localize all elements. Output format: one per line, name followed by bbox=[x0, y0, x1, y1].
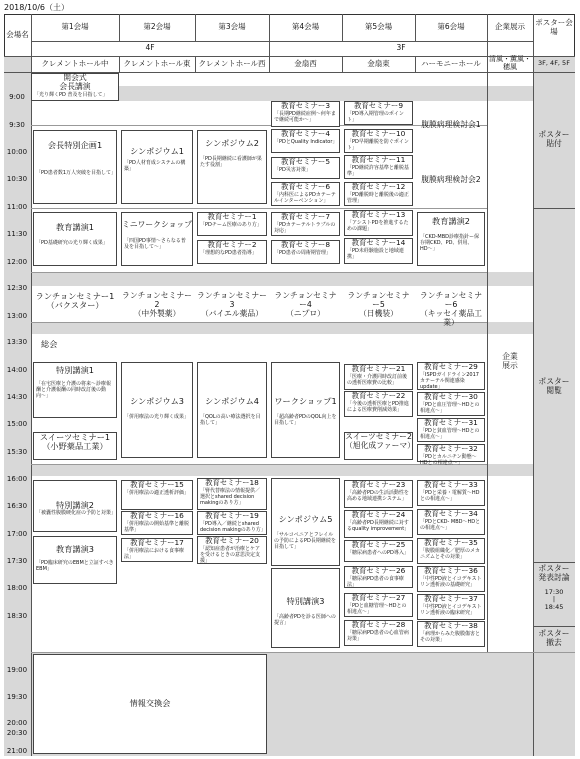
session-r1-sweets1[interactable] bbox=[33, 432, 117, 460]
session-r3-lunch3[interactable] bbox=[197, 292, 267, 318]
session-subtitle: 「腹膜組織化／肥厚のメカニズムとその対策」 bbox=[420, 547, 481, 560]
session-subtitle: 「PD離脱時と離脱後の適正管理」 bbox=[347, 191, 409, 204]
session-subtitle: 「PDと貧血管理〜HDとの相違点〜」 bbox=[420, 427, 480, 440]
session-r2-sym3[interactable] bbox=[121, 362, 193, 458]
hour-line-1900 bbox=[31, 652, 575, 653]
session-title: 教育セミナー3 bbox=[280, 101, 331, 110]
session-r4-edu4[interactable] bbox=[271, 129, 340, 153]
session-title: 教育セミナー38 bbox=[424, 621, 478, 630]
session-subtitle: 「長期PD継続症例〜何年まで継続可能か〜」 bbox=[274, 110, 336, 123]
time-label-1600: 16:00 bbox=[6, 475, 28, 483]
time-label-1200: 12:00 bbox=[6, 258, 28, 266]
session-title: 教育セミナー7 bbox=[280, 212, 331, 221]
session-subtitle: 「超高齢者PDのQOL向上を目指して」 bbox=[274, 414, 337, 427]
session-r2-sym1[interactable] bbox=[121, 130, 193, 204]
time-label-0900: 9:00 bbox=[9, 93, 25, 101]
session-title: 教育セミナー8 bbox=[280, 240, 331, 249]
session-title: 教育セミナー28 bbox=[351, 620, 406, 629]
session-title: 教育講演1 bbox=[56, 222, 94, 232]
session-title: 情報交換会 bbox=[129, 698, 171, 709]
session-poster-debate[interactable] bbox=[533, 565, 575, 623]
session-r1-special1[interactable] bbox=[33, 362, 117, 418]
session-subtitle: 「ISPDガイドライン2017カテーテル関連感染update」 bbox=[420, 371, 479, 390]
time-label-1630: 16:30 bbox=[6, 502, 28, 510]
session-subtitle: 「PD早期離脱を防ぐポイント」 bbox=[347, 138, 409, 151]
session-title: 教育セミナー24 bbox=[351, 510, 406, 519]
session-subtitle: 「PDとCKD- MBD〜HDとの相違点〜」 bbox=[420, 518, 481, 531]
session-title: 腹膜病理検討会2 bbox=[421, 175, 481, 184]
time-label-1300: 13:00 bbox=[6, 312, 28, 320]
session-r6-edu2[interactable] bbox=[417, 212, 485, 266]
session-title: 教育セミナー25 bbox=[351, 540, 406, 549]
session-exhibit[interactable] bbox=[487, 342, 533, 382]
session-title: 会長特別企画1 bbox=[47, 140, 103, 150]
session-title: 教育セミナー20 bbox=[205, 536, 259, 545]
floor-3f: 3F bbox=[396, 43, 406, 53]
time-label-1500: 15:00 bbox=[6, 420, 28, 428]
session-subtitle: 「PD長期継続に看護師が果たす役割」 bbox=[200, 156, 262, 169]
session-title: 教育セミナー33 bbox=[424, 480, 478, 489]
session-subtitle: 「理想的なPD患者指導」 bbox=[200, 249, 257, 256]
session-r2-edu15[interactable] bbox=[121, 480, 193, 510]
session-poster-view[interactable] bbox=[533, 372, 575, 402]
gray-row-1230 bbox=[31, 272, 533, 286]
session-title: 教育セミナー13 bbox=[351, 210, 406, 219]
session-opening[interactable] bbox=[31, 73, 119, 101]
session-subtitle: 「併用療法における食事療法」 bbox=[124, 547, 185, 560]
session-title: ランチョンセミナー6 （キッセイ薬品工業） bbox=[419, 291, 483, 327]
session-r3-edu1[interactable] bbox=[197, 212, 267, 236]
time-label-2000: 20:00 bbox=[6, 719, 28, 727]
session-title: 教育セミナー10 bbox=[351, 129, 406, 138]
session-r5-edu22[interactable] bbox=[344, 391, 413, 417]
session-r4-sym5[interactable] bbox=[271, 478, 340, 566]
session-r6-lunch6[interactable] bbox=[417, 291, 485, 327]
session-title: ランチョンセミナー1 （バクスター） bbox=[35, 291, 115, 311]
col-line-2b bbox=[195, 56, 196, 72]
session-title: ランチョンセミナー4 （ニプロ） bbox=[274, 291, 337, 318]
col-line-1 bbox=[119, 14, 120, 41]
session-subtitle: 「PDチーム医療のあり方」 bbox=[200, 221, 262, 228]
time-label-1930: 19:30 bbox=[6, 693, 28, 701]
session-title: スイーツセミナー2 （旭化成ファーマ） bbox=[345, 432, 416, 450]
gray-row-1600 bbox=[31, 464, 533, 476]
session-subtitle: 「QOLの高い療法選択を目指して」 bbox=[200, 414, 261, 427]
session-title: 特別講演3 bbox=[286, 596, 325, 606]
session-r6-edu32[interactable] bbox=[417, 444, 485, 466]
session-title: ミニワークショップ bbox=[122, 220, 193, 229]
session-subtitle: 「併用療法の光り輝く成果」 bbox=[124, 414, 190, 421]
session-r4-lunch4[interactable] bbox=[271, 292, 340, 318]
session-poster-remove[interactable] bbox=[533, 628, 575, 650]
time-label-1830: 18:30 bbox=[6, 612, 28, 620]
session-title: シンポジウム4 bbox=[204, 396, 260, 406]
col-line-3 bbox=[269, 14, 270, 72]
session-subtitle: 「高齢者PDを診る医師への提言」 bbox=[274, 614, 336, 627]
time-label-0930: 9:30 bbox=[9, 121, 25, 129]
session-subtitle: 「在宅医療と介護の将来〜診療報酬と介護報酬の同時改訂後の動向〜」 bbox=[36, 381, 112, 400]
session-r5-edu26[interactable] bbox=[344, 566, 413, 588]
session-r6-edu29[interactable] bbox=[417, 362, 485, 390]
session-title: 教育セミナー30 bbox=[424, 392, 478, 401]
session-title: 教育セミナー12 bbox=[351, 182, 406, 191]
session-r5-edu25[interactable] bbox=[344, 540, 413, 562]
header-room-1: 第1会場 bbox=[61, 22, 89, 32]
header-exhibit: 企業展示 bbox=[495, 22, 525, 32]
col-line-4 bbox=[342, 14, 343, 41]
time-label-2100: 21:00 bbox=[6, 747, 28, 755]
session-r3-edu18[interactable] bbox=[197, 478, 267, 510]
session-title: ランチョンセミナー5 （日機装） bbox=[347, 291, 410, 318]
header-room-6: 第6会場 bbox=[437, 22, 465, 32]
time-label-1800: 18:00 bbox=[6, 584, 28, 592]
session-subtitle: 「PD人材育成システムの構築」 bbox=[124, 160, 186, 173]
session-r5-edu21[interactable] bbox=[344, 364, 413, 390]
session-r4-edu7[interactable] bbox=[271, 212, 340, 236]
session-subtitle: 「PD導入期管理のポイント」 bbox=[347, 110, 404, 123]
session-r3-sym2[interactable] bbox=[197, 130, 267, 204]
session-r4-edu5[interactable] bbox=[271, 157, 340, 179]
session-title: 腹膜病理検討会1 bbox=[421, 120, 481, 129]
header-poster: ポスター会場 bbox=[535, 18, 573, 36]
session-subtitle: 「PD患者の周術期管理」 bbox=[274, 249, 331, 256]
session-r1-special2[interactable] bbox=[33, 480, 117, 532]
session-subtitle: 「中性PD液とイコデキストリン透析液の基礎研究」 bbox=[420, 575, 482, 588]
session-title: 教育セミナー26 bbox=[351, 566, 406, 575]
time-label-1030: 10:30 bbox=[6, 175, 28, 183]
session-title: 教育セミナー17 bbox=[130, 538, 184, 547]
session-r5-edu23[interactable] bbox=[344, 480, 413, 508]
session-subtitle: 「PD災害対策」 bbox=[274, 166, 311, 173]
time-label-1430: 14:30 bbox=[6, 393, 28, 401]
session-r1-lunch1[interactable] bbox=[33, 292, 117, 318]
session-r5-lunch5[interactable] bbox=[344, 292, 413, 318]
time-label-1330: 13:30 bbox=[6, 338, 28, 346]
session-subtitle: 「四国PD事情〜さらなる普及を目指して〜」 bbox=[124, 237, 186, 250]
session-r5-edu27[interactable] bbox=[344, 593, 413, 617]
session-r4-ws1[interactable] bbox=[271, 362, 340, 458]
hour-line-1230 bbox=[31, 272, 487, 273]
session-subtitle: 「認知症患者が治療とケアを受けるときの意思決定支援」 bbox=[200, 545, 261, 564]
session-title: 教育セミナー29 bbox=[424, 362, 478, 371]
time-label-1400: 14:00 bbox=[6, 366, 28, 374]
session-subtitle: 「併用療法の開始基準と離脱基準」 bbox=[124, 520, 190, 533]
session-subtitle: 「高齢者PDの生活活動性を高める地域連携システム」 bbox=[347, 489, 409, 502]
page-date: 2018/10/6（土） bbox=[4, 3, 70, 12]
header-line-1 bbox=[31, 41, 533, 42]
session-subtitle: 「PD基礎研究の光り輝く成果」 bbox=[36, 240, 108, 247]
hall-room-5: 金扇東 bbox=[367, 58, 390, 68]
header-line-2 bbox=[4, 56, 575, 57]
session-title: 開会式 会長講演 bbox=[59, 73, 91, 91]
session-title: 教育セミナー1 bbox=[207, 212, 257, 221]
session-subtitle: 「サルコペニアとフレイルの予防によるPD長期継続を目指して」 bbox=[274, 532, 336, 551]
session-title: 教育セミナー37 bbox=[424, 594, 478, 603]
session-r5-edu12[interactable] bbox=[344, 182, 413, 206]
session-subtitle: 「PDとQuality Indicator」 bbox=[274, 138, 338, 145]
poster-line-2 bbox=[533, 562, 575, 563]
session-subtitle: 「医療・介護同時改訂前後の透析医療費の比較」 bbox=[347, 373, 408, 386]
hall-room-3: クレメントホール西 bbox=[198, 58, 266, 68]
session-subtitle: 「病理からみた腹膜傷害とその対策」 bbox=[420, 630, 481, 643]
session-subtitle: 「PD未経験施設と地域連携」 bbox=[347, 247, 404, 260]
session-title: 教育セミナー18 bbox=[205, 478, 259, 487]
session-title: 総会 bbox=[41, 339, 58, 349]
session-r6-edu34[interactable] bbox=[417, 509, 485, 535]
session-title: 教育セミナー6 bbox=[280, 182, 331, 191]
session-r6-path1[interactable] bbox=[417, 121, 485, 135]
hall-room-1: クレメントホール中 bbox=[41, 58, 109, 68]
time-label-1700: 17:00 bbox=[6, 530, 28, 538]
session-title: 教育講演3 bbox=[56, 544, 94, 554]
session-title: 教育セミナー31 bbox=[424, 418, 478, 427]
gray-time-column bbox=[4, 56, 31, 756]
session-r3-edu20[interactable] bbox=[197, 536, 267, 564]
session-subtitle: 「PDと栄養・電解質〜HDとの相違点〜」 bbox=[420, 489, 480, 502]
session-title: 教育セミナー16 bbox=[130, 511, 184, 520]
session-r6-edu31[interactable] bbox=[417, 418, 485, 442]
session-r4-edu3[interactable] bbox=[271, 101, 340, 127]
poster-line-1 bbox=[533, 208, 575, 209]
session-subtitle: 「PDと血糖管理〜HDとの相違点〜」 bbox=[347, 602, 407, 615]
header-room-2: 第2会場 bbox=[143, 22, 171, 32]
session-title: 教育講演2 bbox=[432, 216, 470, 226]
session-title: 教育セミナー36 bbox=[424, 566, 478, 575]
session-title: 教育セミナー14 bbox=[351, 238, 406, 247]
session-r5-edu13[interactable] bbox=[344, 210, 413, 236]
header-venue-name: 会場名 bbox=[6, 29, 29, 39]
session-subtitle: 「PD患者数1万人突破を目指して」 bbox=[36, 170, 117, 177]
session-poster-attach[interactable] bbox=[533, 125, 575, 155]
session-title: 教育セミナー9 bbox=[353, 101, 404, 110]
session-r6-edu35[interactable] bbox=[417, 538, 485, 564]
col-line-5 bbox=[415, 14, 416, 41]
session-title: 教育セミナー32 bbox=[424, 444, 478, 453]
session-exchange[interactable] bbox=[33, 654, 267, 754]
session-subtitle: 「併用療法の適正透析評価」 bbox=[124, 489, 190, 496]
session-subtitle: 「糖尿病PD患者の心血管病対策」 bbox=[347, 629, 409, 642]
session-subtitle: 「PD臨床研究のEBMと立証すべきEBM」 bbox=[36, 560, 114, 573]
session-title: 特別講演1 bbox=[56, 365, 94, 375]
session-title: ワークショップ1 bbox=[274, 396, 337, 406]
session-r1-plan[interactable] bbox=[33, 130, 117, 204]
hall-room-6: ハーモニーホール bbox=[421, 58, 481, 68]
header-room-5: 第5会場 bbox=[364, 22, 393, 32]
time-label-1130: 11:30 bbox=[6, 230, 28, 238]
time-label-1730: 17:30 bbox=[6, 557, 28, 565]
session-r5-edu10[interactable] bbox=[344, 129, 413, 153]
session-r2-edu16[interactable] bbox=[121, 511, 193, 535]
session-subtitle: 「CKD-MBD診療指針ー保存期CKD、PD、併用、HD〜」 bbox=[420, 234, 480, 253]
hall-poster: 3F, 4F, 5F bbox=[538, 59, 570, 68]
session-title: シンポジウム2 bbox=[204, 138, 260, 148]
session-subtitle: 「中性PD液とイコデキストリン透析液の臨床研究」 bbox=[420, 603, 482, 616]
session-r4-edu8[interactable] bbox=[271, 240, 340, 264]
session-subtitle: 「今後の透析医療とPD推進による医療費削減効果」 bbox=[347, 400, 409, 413]
session-title: ランチョンセミナー2 （中外製薬） bbox=[122, 291, 192, 318]
session-title: 特別講演2 bbox=[56, 500, 94, 510]
session-subtitle: 「PDカテーテルトラブルの対応」 bbox=[274, 221, 336, 234]
floor-4f: 4F bbox=[145, 43, 155, 53]
session-title: 企業 展示 bbox=[502, 352, 518, 370]
session-subtitle: 「被囊性腹膜硬化症の予防と対策」 bbox=[36, 510, 117, 517]
session-r6-edu38[interactable] bbox=[417, 621, 485, 647]
session-r6-edu30[interactable] bbox=[417, 392, 485, 416]
col-line-2 bbox=[195, 14, 196, 41]
session-r2-edu17[interactable] bbox=[121, 538, 193, 562]
time-label-1000: 10:00 bbox=[6, 148, 28, 156]
session-subtitle: 「PD導入／継続とshared decision makingのあり方」 bbox=[200, 520, 266, 533]
session-r6-edu36[interactable] bbox=[417, 566, 485, 592]
session-title: ポスター 撤去 bbox=[538, 629, 570, 647]
session-subtitle: 「内科医によるPDカテーテルインターベンション」 bbox=[274, 191, 336, 204]
poster-line-3 bbox=[533, 626, 575, 627]
session-r5-edu28[interactable] bbox=[344, 620, 413, 646]
session-title: 教育セミナー23 bbox=[351, 480, 406, 489]
session-r2-lunch2[interactable] bbox=[121, 292, 193, 318]
session-r6-path2[interactable] bbox=[417, 176, 485, 190]
session-title: ポスター 閲覧 bbox=[538, 377, 570, 395]
session-r4-edu6[interactable] bbox=[271, 182, 340, 206]
session-title: スイーツセミナー1 （小野薬品工業） bbox=[39, 432, 111, 452]
session-r1-edu3[interactable] bbox=[33, 536, 117, 584]
session-r1-general[interactable] bbox=[33, 340, 117, 358]
session-subtitle: 「糖尿病PD患者の食事療法」 bbox=[347, 575, 404, 588]
time-label-1530: 15:30 bbox=[6, 448, 28, 456]
session-r1-edu1[interactable] bbox=[33, 212, 117, 266]
session-r5-edu11[interactable] bbox=[344, 155, 413, 179]
session-title: ランチョンセミナー3 （バイエル薬品） bbox=[197, 291, 267, 318]
session-r5-edu9[interactable] bbox=[344, 101, 413, 125]
session-r3-sym4[interactable] bbox=[197, 362, 267, 458]
session-subtitle: 「PDとカルニチン動態〜HDとの相違点〜」 bbox=[420, 453, 477, 466]
col-line-5b bbox=[415, 56, 416, 72]
session-subtitle: 「腎代替療法の情報提供／選択とshared decision makingのあり方」 bbox=[200, 487, 261, 506]
session-title: シンポジウム1 bbox=[129, 146, 185, 156]
session-subtitle: 「アシストPDを推進するための課題」 bbox=[347, 219, 409, 232]
header-room-4: 第4会場 bbox=[291, 22, 320, 32]
session-title: ポスター 貼付 bbox=[538, 130, 570, 148]
time-label-2030: 20:30 bbox=[6, 729, 28, 737]
session-r3-edu19[interactable] bbox=[197, 511, 267, 535]
col-line-4b bbox=[342, 56, 343, 72]
session-title: 教育セミナー21 bbox=[351, 364, 406, 373]
session-title: ポスター 発表討論 bbox=[538, 564, 570, 582]
session-title: 教育セミナー35 bbox=[424, 538, 478, 547]
time-label-1100: 11:00 bbox=[6, 203, 28, 211]
session-r3-edu2[interactable] bbox=[197, 240, 267, 264]
session-title: 教育セミナー5 bbox=[280, 157, 331, 166]
session-r5-edu14[interactable] bbox=[344, 238, 413, 264]
col-line-1b bbox=[119, 56, 120, 72]
session-title: 教育セミナー11 bbox=[351, 155, 406, 164]
session-subtitle: 「糖尿病患者へのPD導入」 bbox=[347, 549, 409, 556]
hall-room-2: クレメントホール東 bbox=[123, 58, 191, 68]
session-subtitle: 「高齢者PD長期継続に対するquality improvement」 bbox=[347, 519, 410, 532]
session-title: シンポジウム5 bbox=[278, 514, 333, 524]
session-title: 教育セミナー34 bbox=[424, 509, 478, 518]
session-time-range: 17:30 | 18:45 bbox=[544, 587, 564, 611]
session-r6-edu37[interactable] bbox=[417, 594, 485, 620]
session-r6-edu33[interactable] bbox=[417, 480, 485, 506]
session-title: 教育セミナー2 bbox=[207, 240, 257, 249]
session-title: 教育セミナー15 bbox=[130, 480, 184, 489]
time-label-1900: 19:00 bbox=[6, 666, 28, 674]
col-line-6 bbox=[487, 14, 488, 652]
session-subtitle: 「PDと血圧管理〜HDとの相違点〜」 bbox=[420, 401, 480, 414]
session-title: 教育セミナー27 bbox=[351, 593, 406, 602]
session-r2-mini[interactable] bbox=[121, 212, 193, 266]
session-title: 教育セミナー22 bbox=[351, 391, 406, 400]
session-r5-sweets2[interactable] bbox=[344, 432, 416, 460]
session-subtitle: 「光り輝くPD 普及を目指して」 bbox=[34, 91, 108, 98]
hall-exhibit: 清風・薫風・穂風 bbox=[489, 55, 531, 71]
session-title: シンポジウム3 bbox=[129, 396, 185, 406]
hall-room-4: 金扇西 bbox=[294, 58, 317, 68]
session-r4-special3[interactable] bbox=[271, 568, 340, 648]
session-title: 教育セミナー4 bbox=[280, 129, 331, 138]
header-room-3: 第3会場 bbox=[218, 22, 246, 32]
hour-line-1100 bbox=[31, 208, 487, 209]
time-label-1230: 12:30 bbox=[6, 284, 28, 292]
session-r5-edu24[interactable] bbox=[344, 510, 413, 538]
session-subtitle: 「PD継続許容基準と離脱基準」 bbox=[347, 164, 409, 177]
session-title: 教育セミナー19 bbox=[205, 511, 259, 520]
